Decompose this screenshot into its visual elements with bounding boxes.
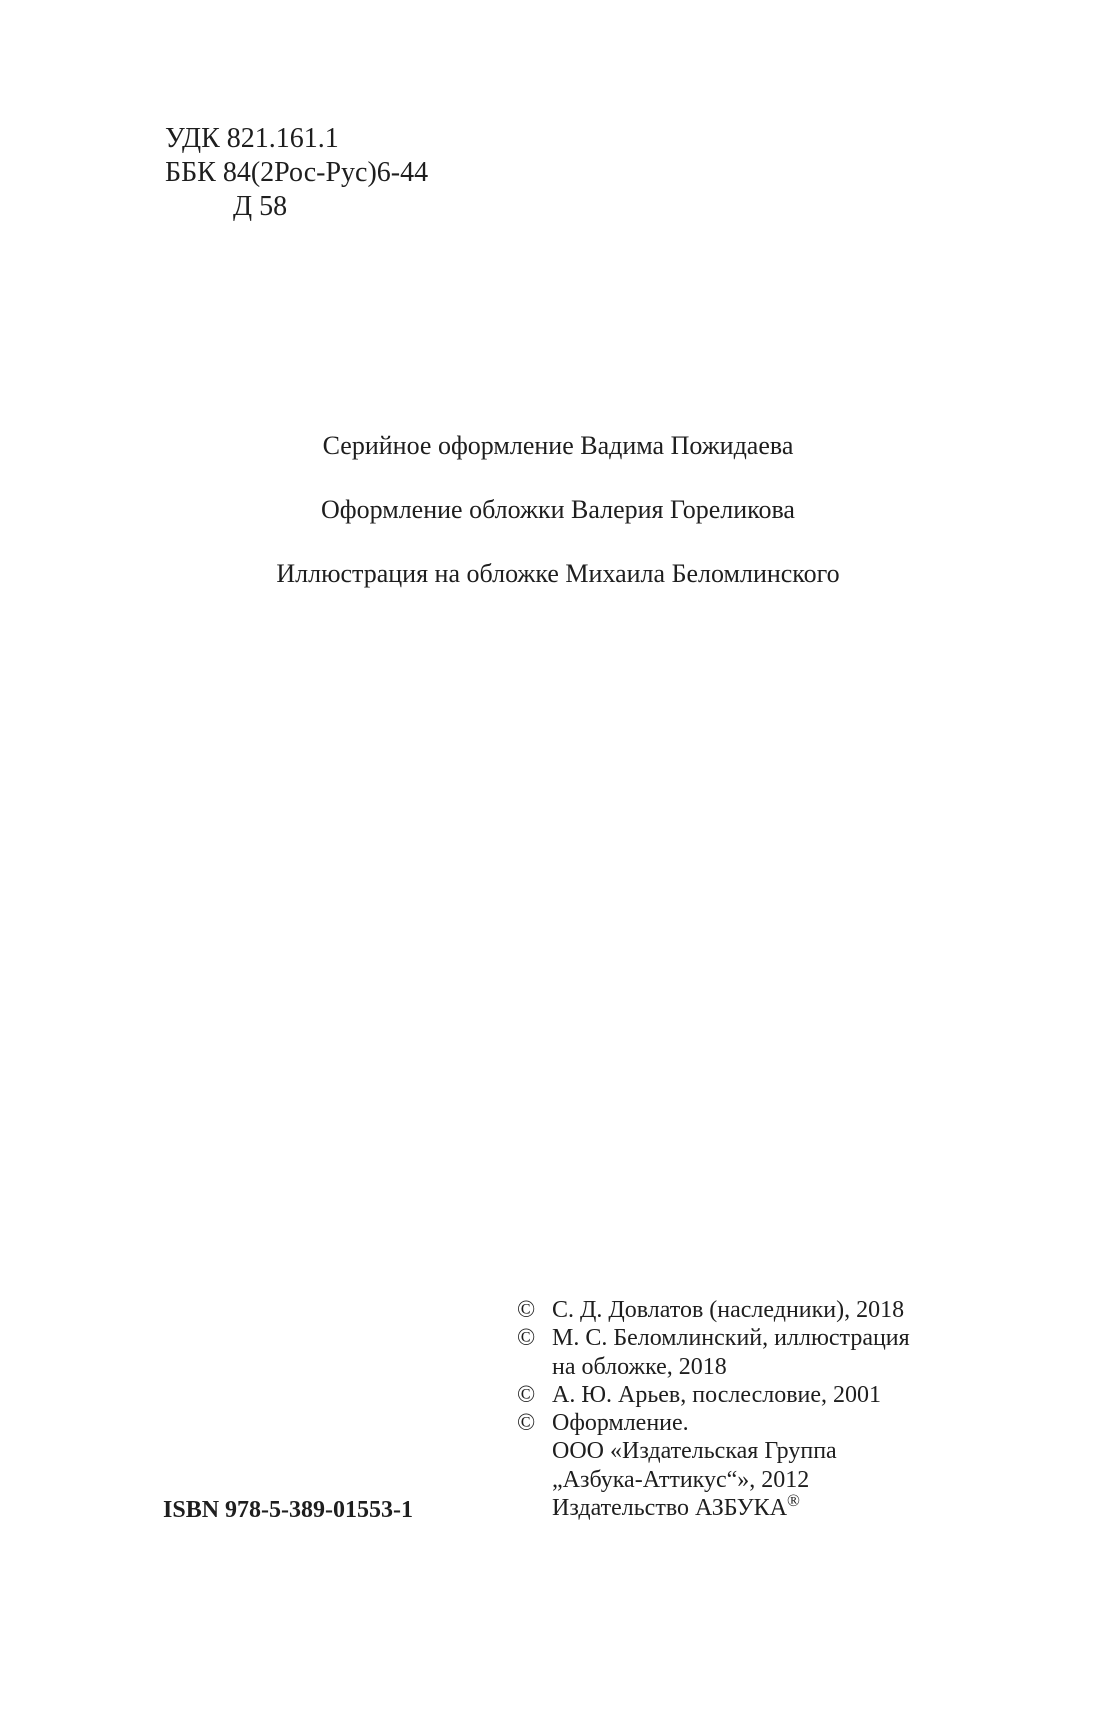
design-credits	[0, 430, 1100, 622]
classification-block	[165, 122, 428, 224]
copyright-line: ООО «Издательская Группа	[552, 1438, 837, 1465]
copyright-line: © С. Д. Довлатов (наследники), 2018	[517, 1297, 905, 1323]
copyright-line	[517, 1491, 910, 1522]
udk-code: УДК 821.161.1	[165, 123, 339, 154]
copyright-line: на обложке, 2018	[552, 1353, 727, 1380]
copyright-line: „Азбука-Аттикус“», 2012	[552, 1466, 810, 1493]
copyright-line: © М. С. Беломлинский, иллюстрация	[517, 1325, 910, 1352]
publisher-name: Издательство АЗБУКА	[552, 1495, 788, 1522]
copyright-icon: ©	[517, 1297, 536, 1323]
cover-design-credit: Оформление обложки Валерия Гореликова	[321, 495, 795, 524]
copyright-line: © А. Ю. Арьев, послесловие, 2001	[517, 1381, 882, 1408]
isbn-number: ISBN 978-5-389-01553-1	[163, 1497, 413, 1523]
copyright-block	[517, 1296, 910, 1522]
bbk-code: ББК 84(2Рос-Рус)6-44	[165, 157, 429, 188]
series-design-credit: Серийное оформление Вадима Пожидаева	[322, 431, 794, 460]
cover-illustration-credit: Иллюстрация на обложке Михаила Беломлинского	[276, 559, 840, 588]
copyright-icon: ©	[517, 1325, 536, 1352]
copyright-line: © Оформление.	[517, 1410, 689, 1437]
copyright-icon: ©	[517, 1410, 536, 1437]
registered-trademark-icon: ®	[787, 1491, 800, 1511]
author-mark: Д 58	[233, 191, 288, 222]
copyright-icon: ©	[517, 1381, 536, 1408]
